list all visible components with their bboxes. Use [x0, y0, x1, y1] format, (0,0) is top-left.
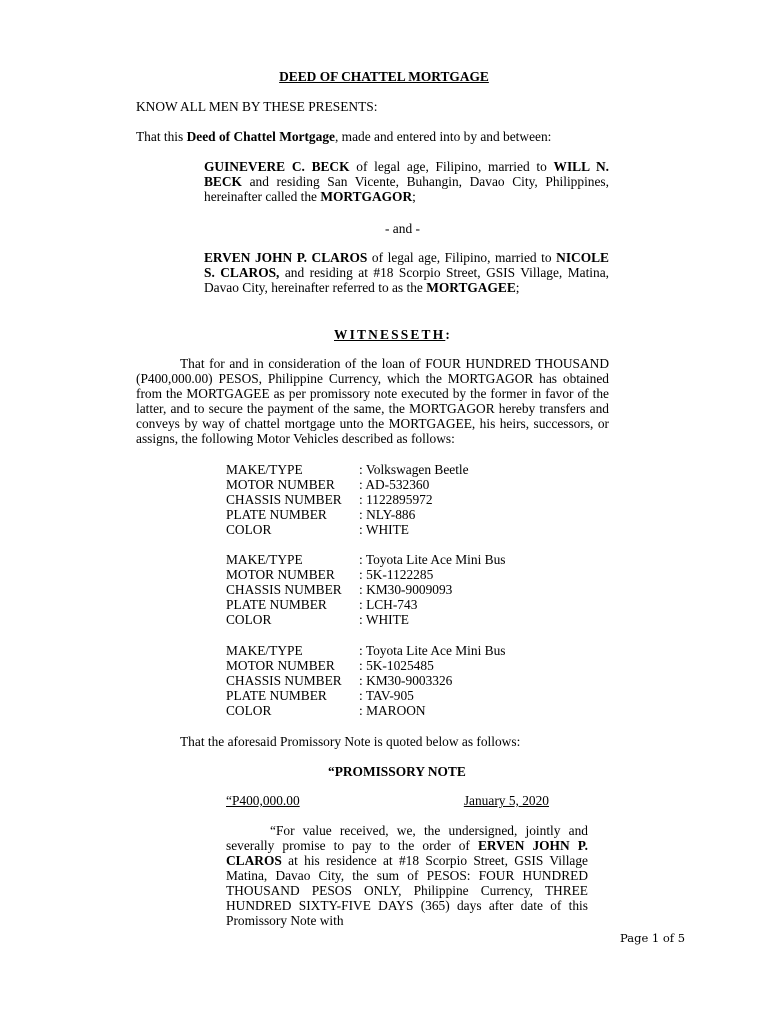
vehicle-row — [226, 507, 469, 522]
vehicle-row — [226, 567, 505, 582]
promissory-date: January 5, 2020 — [463, 793, 549, 808]
vehicle-field-value: : Volkswagen Beetle — [359, 462, 469, 477]
page-number: Page 1 of 5 — [620, 931, 686, 945]
vehicle-field-value: : 5K-1025485 — [359, 658, 434, 673]
vehicle-field-value: : 5K-1122285 — [359, 567, 434, 582]
vehicle-field-label: PLATE NUMBER — [226, 597, 327, 612]
vehicle-2 — [226, 552, 505, 627]
vehicle-row — [226, 688, 505, 703]
vehicle-row — [226, 612, 505, 627]
mortgagee-spouse: NICOLE S. CLAROS, — [204, 250, 609, 280]
consideration-paragraph: That for and in consideration of the loan of FOUR HUNDRED THOUSAND (P400,000.00) PESOS, Philippine Currency, which the MORTGAGOR has obtained from the MORTGAGEE as per promissory note executed by the former in favor of the latter, and to secure the payment of the same, the MORTGAGOR hereby transfers and conveys by way of chattel mortgage unto the MORTGAGEE, his heirs, successors, or assigns, the following Motor Vehicles described as follows: — [136, 356, 609, 446]
quoted-intro: That the aforesaid Promissory Note is quoted below as follows: — [180, 734, 521, 749]
vehicle-field-label: COLOR — [226, 703, 272, 718]
intro-bold: Deed of Chattel Mortgage — [186, 129, 335, 144]
witnesseth-colon: : — [445, 327, 452, 342]
vehicle-3 — [226, 643, 505, 718]
intro-text: That this — [136, 129, 187, 144]
mortgagor-spouse: WILL N. BECK — [204, 159, 610, 189]
vehicle-field-value: : MAROON — [359, 703, 426, 718]
vehicle-field-label: CHASSIS NUMBER — [226, 492, 342, 507]
mortgagor-end: ; — [412, 189, 416, 204]
vehicle-field-value: : Toyota Lite Ace Mini Bus — [359, 643, 506, 658]
vehicle-row — [226, 552, 505, 567]
mortgagee-text: of legal age, Filipino, married to — [367, 250, 557, 265]
intro-text-end: , made and entered into by and between: — [334, 129, 552, 144]
mortgagor-role: MORTGAGOR — [320, 189, 413, 204]
vehicle-field-label: PLATE NUMBER — [226, 688, 327, 703]
opening-line: KNOW ALL MEN BY THESE PRESENTS: — [136, 99, 378, 114]
promissory-note-heading: “PROMISSORY NOTE — [328, 764, 466, 779]
vehicle-field-label: MOTOR NUMBER — [226, 477, 335, 492]
mortgagor-text-2: and residing San Vicente, Buhangin, Davao City, Philippines, hereinafter called the — [204, 174, 609, 204]
vehicle-row — [226, 522, 469, 537]
witnesseth-heading — [334, 327, 452, 342]
intro-paragraph — [136, 129, 551, 144]
vehicle-field-value: : 1122895972 — [359, 492, 433, 507]
mortgagee-paragraph — [204, 250, 609, 295]
vehicle-row — [226, 462, 469, 477]
promissory-amount-date — [226, 793, 549, 808]
vehicle-field-label: COLOR — [226, 612, 272, 627]
promissory-payee: ERVEN JOHN P. CLAROS — [226, 838, 589, 868]
vehicle-row — [226, 582, 505, 597]
and-separator: - and - — [385, 221, 420, 236]
promissory-body-text: “For value received, we, the undersigned, jointly and severally promise to pay to the order of — [226, 823, 588, 853]
vehicle-row — [226, 492, 469, 507]
vehicle-field-value: : LCH-743 — [359, 597, 418, 612]
promissory-body — [226, 823, 588, 928]
witnesseth-word: WITNESSETH — [334, 327, 446, 342]
mortgagor-paragraph — [204, 159, 609, 204]
vehicle-field-label: CHASSIS NUMBER — [226, 582, 342, 597]
promissory-amount: “P400,000.00 — [226, 793, 300, 808]
vehicle-field-value: : KM30-9009093 — [359, 582, 453, 597]
mortgagee-role: MORTGAGEE — [426, 280, 516, 295]
mortgagee-text-2: and residing at #18 Scorpio Street, GSIS Village, Matina, Davao City, hereinafter referred to as the — [204, 265, 609, 295]
vehicle-field-label: MAKE/TYPE — [226, 552, 303, 567]
vehicle-field-value: : WHITE — [359, 612, 409, 627]
vehicle-field-label: MOTOR NUMBER — [226, 567, 335, 582]
vehicle-row — [226, 597, 505, 612]
vehicle-field-value: : Toyota Lite Ace Mini Bus — [359, 552, 506, 567]
vehicle-field-value: : NLY-886 — [359, 507, 416, 522]
mortgagee-name: ERVEN JOHN P. CLAROS — [204, 250, 368, 265]
vehicle-field-value: : AD-532360 — [359, 477, 430, 492]
vehicle-1 — [226, 462, 469, 537]
vehicle-field-label: MAKE/TYPE — [226, 643, 303, 658]
vehicle-row — [226, 703, 505, 718]
vehicle-field-value: : TAV-905 — [359, 688, 414, 703]
vehicle-row — [226, 643, 505, 658]
vehicle-field-value: : KM30-9003326 — [359, 673, 453, 688]
promissory-body-text-2: at his residence at #18 Scorpio Street, GSIS Village Matina, Davao City, the sum of PESOS: FOUR HUNDRED THOUSAND PESOS ONLY, Philippine Currency, THREE HUNDRED SIXTY-FIVE DAYS (365) days after date of this Promissory Note with — [226, 853, 588, 928]
vehicle-field-label: COLOR — [226, 522, 272, 537]
vehicle-field-label: MOTOR NUMBER — [226, 658, 335, 673]
mortgagor-name: GUINEVERE C. BECK — [204, 159, 350, 174]
vehicle-row — [226, 477, 469, 492]
mortgagor-text: of legal age, Filipino, married to — [349, 159, 554, 174]
vehicle-field-label: MAKE/TYPE — [226, 462, 303, 477]
document-title: DEED OF CHATTEL MORTGAGE — [279, 69, 489, 84]
vehicle-field-label: PLATE NUMBER — [226, 507, 327, 522]
vehicle-field-value: : WHITE — [359, 522, 409, 537]
vehicle-row — [226, 658, 505, 673]
vehicle-field-label: CHASSIS NUMBER — [226, 673, 342, 688]
mortgagee-end: ; — [515, 280, 520, 295]
vehicle-row — [226, 673, 505, 688]
